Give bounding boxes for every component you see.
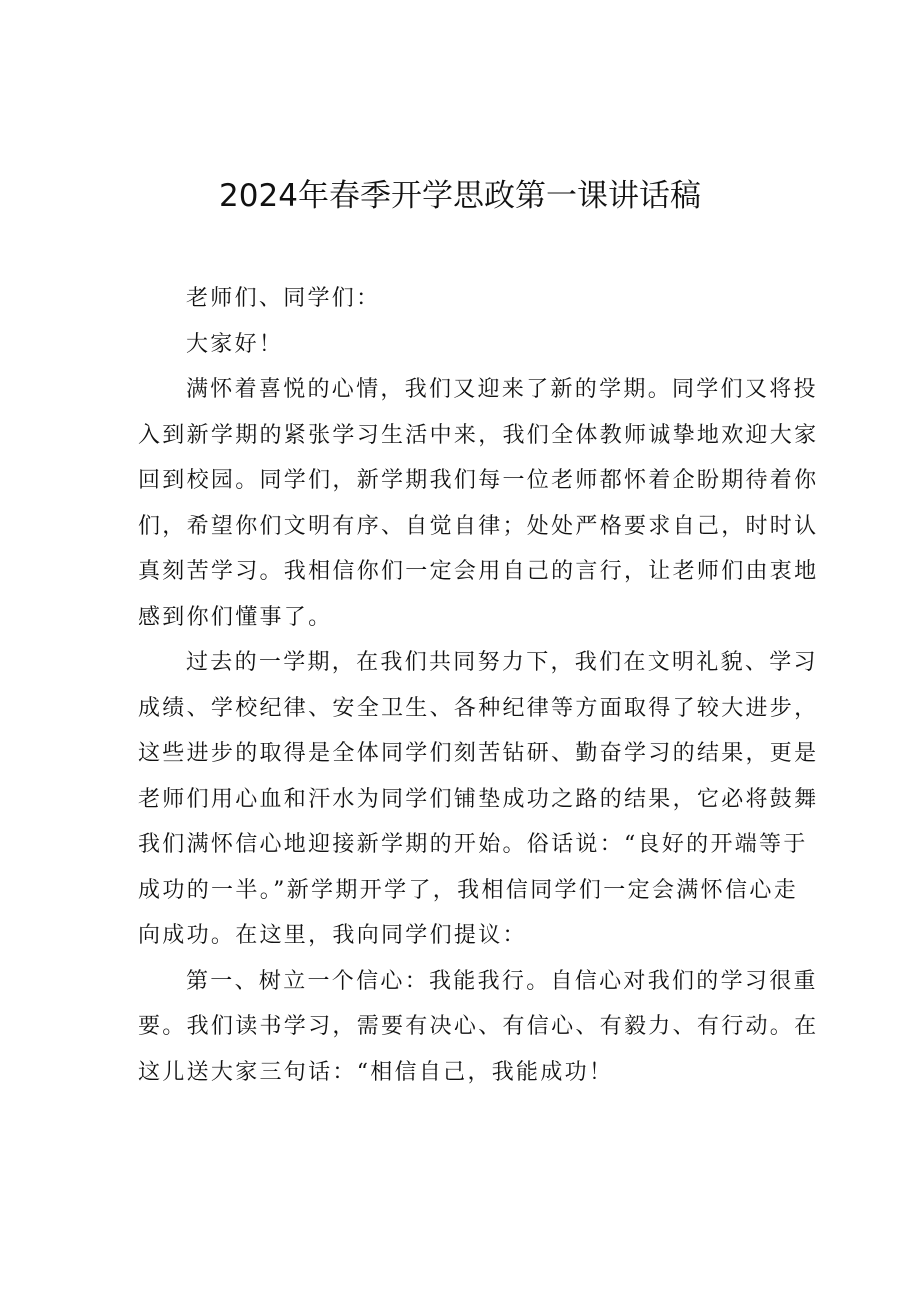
paragraph-line: 第一、树立一个信心：我能我行。自信心对我们的学习很重 xyxy=(186,968,818,994)
paragraph-line: 过去的一学期，在我们共同努力下，我们在文明礼貌、学习 xyxy=(186,650,818,675)
paragraph-line: 成功的一半。”新学期开学了，我相信同学们一定会满怀信心走 xyxy=(138,877,798,903)
paragraph-line: 成绩、学校纪律、安全卫生、各种纪律等方面取得了较大进步， xyxy=(138,695,819,721)
paragraph-line: 真刻苦学习。我相信你们一定会用自己的言行，让老师们由衷地 xyxy=(138,559,819,584)
paragraph-3 xyxy=(138,959,819,1096)
paragraph-line: 要。我们读书学习，需要有决心、有信心、有毅力、有行动。在 xyxy=(138,1014,819,1039)
greeting: 大家好！ xyxy=(186,331,284,357)
page-title: 2024年春季开学思政第一课讲话稿 xyxy=(219,178,701,214)
paragraph-line: 感到你们懂事了。 xyxy=(138,604,333,630)
paragraph-line: 这些进步的取得是全体同学们刻苦钻研、勤奋学习的结果，更是 xyxy=(138,741,819,766)
document-body xyxy=(138,276,819,1095)
paragraph-line: 入到新学期的紧张学习生活中来，我们全体教师诚挚地欢迎大家 xyxy=(138,422,819,448)
paragraph-1 xyxy=(138,367,819,640)
paragraph-line: 向成功。在这里，我向同学们提议： xyxy=(138,923,527,948)
paragraph-line: 回到校园。同学们，新学期我们每一位老师都怀着企盼期待着你 xyxy=(138,468,819,493)
paragraph-line: 满怀着喜悦的心情，我们又迎来了新的学期。同学们又将投 xyxy=(186,377,818,402)
paragraph-2 xyxy=(138,640,819,959)
salutation: 老师们、同学们： xyxy=(186,286,381,311)
paragraph-line: 我们满怀信心地迎接新学期的开始。俗话说：“良好的开端等于 xyxy=(138,832,808,857)
paragraph-line: 们，希望你们文明有序、自觉自律；处处严格要求自己，时时认 xyxy=(138,513,819,539)
paragraph-line: 老师们用心血和汗水为同学们铺垫成功之路的结果，它必将鼓舞 xyxy=(138,786,819,812)
paragraph-line: 这儿送大家三句话：“相信自己，我能成功！ xyxy=(138,1059,614,1085)
